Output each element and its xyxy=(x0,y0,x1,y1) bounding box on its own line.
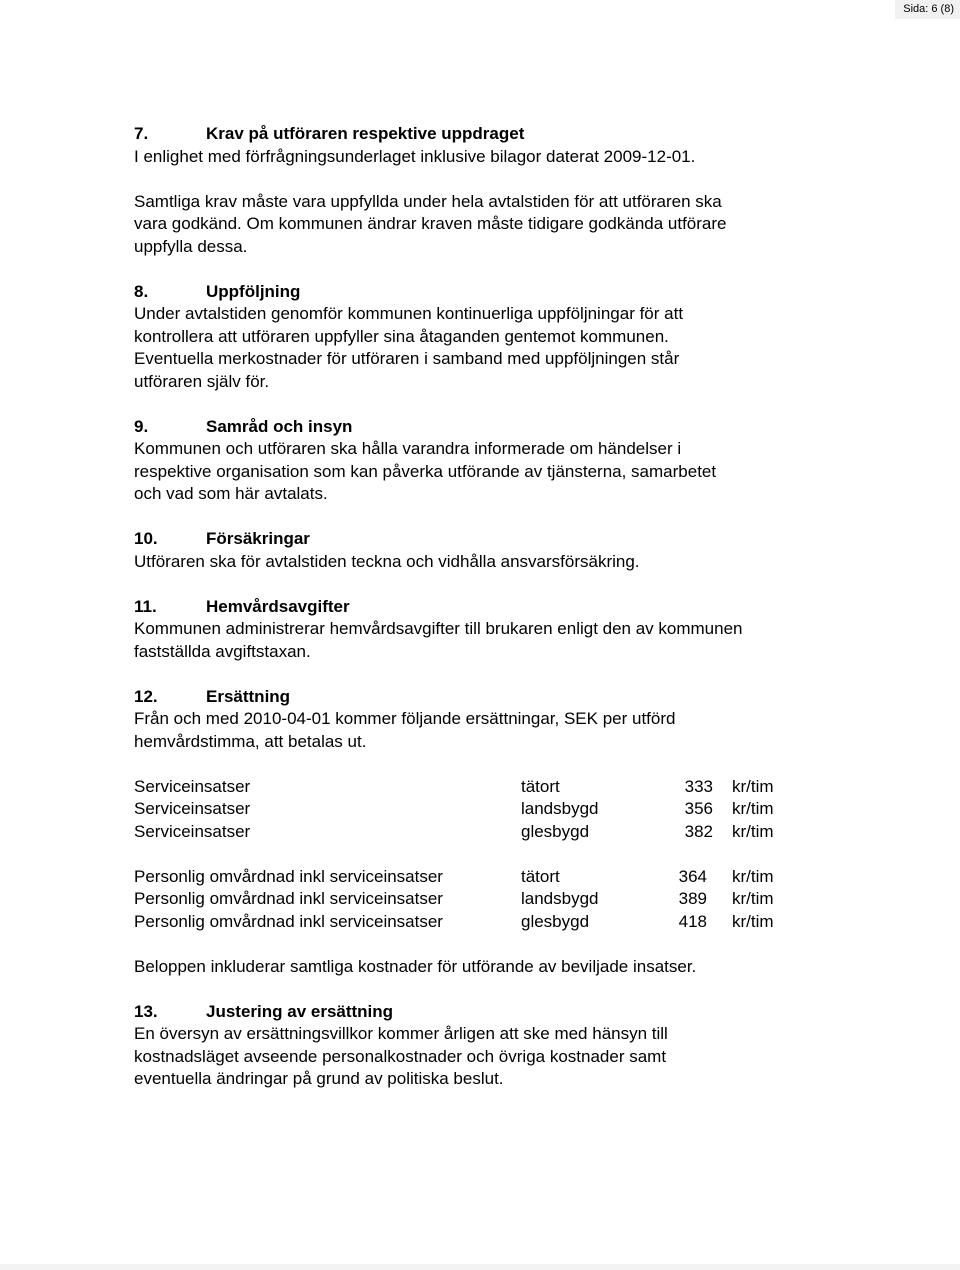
rates-table xyxy=(134,776,824,934)
section-heading xyxy=(134,281,824,304)
price-cell: 333 xyxy=(684,776,713,796)
section-number: 13. xyxy=(134,1001,158,1021)
section-heading xyxy=(134,1001,824,1024)
section-text-line: och vad som här avtalats. xyxy=(134,484,328,503)
section-title: Försäkringar xyxy=(206,529,310,548)
section-heading xyxy=(134,528,824,551)
section-heading xyxy=(134,596,824,619)
area-cell: landsbygd xyxy=(521,889,599,908)
unit-cell: kr/tim xyxy=(732,866,774,886)
section-text-line: Från och med 2010-04-01 kommer följande ersättningar, SEK per utförd xyxy=(134,709,676,728)
service-cell: Personlig omvårdnad inkl serviceinsatser xyxy=(134,911,443,931)
service-cell: Serviceinsatser xyxy=(134,821,251,841)
section-text-line: I enlighet med förfrågningsunderlaget inklusive bilagor daterat 2009-12-01. xyxy=(134,146,696,166)
page-number-label: Sida: 6 (8) xyxy=(895,0,960,19)
section-title: Krav på utföraren respektive uppdraget xyxy=(206,124,525,143)
section-number: 8. xyxy=(134,281,149,301)
section-heading xyxy=(134,416,824,439)
area-cell: landsbygd xyxy=(521,799,599,818)
section-9 xyxy=(134,416,824,506)
section-13 xyxy=(134,1001,824,1091)
section-number: 12. xyxy=(134,686,158,706)
section-text-line: fastställda avgiftstaxan. xyxy=(134,641,311,661)
section-12 xyxy=(134,686,824,754)
section-11 xyxy=(134,596,824,664)
unit-cell: kr/tim xyxy=(732,799,774,818)
unit-cell: kr/tim xyxy=(732,776,774,796)
section-number: 10. xyxy=(134,529,158,548)
area-cell: tätort xyxy=(521,776,560,796)
table-row xyxy=(134,776,824,799)
section-heading xyxy=(134,123,824,146)
table-row xyxy=(134,911,824,934)
section-text-line: Utföraren ska för avtalstiden teckna och vidhålla ansvarsförsäkring. xyxy=(134,551,640,571)
unit-cell: kr/tim xyxy=(732,889,774,908)
price-cell: 364 xyxy=(678,866,707,886)
section-7 xyxy=(134,123,824,258)
service-cell: Personlig omvårdnad inkl serviceinsatser xyxy=(134,889,443,908)
section-number: 9. xyxy=(134,416,149,436)
section-number: 7. xyxy=(134,124,149,143)
section-title: Samråd och insyn xyxy=(206,416,353,436)
price-cell: 356 xyxy=(684,799,713,818)
section-text-line: vara godkänd. Om kommunen ändrar kraven måste tidigare godkända utförare xyxy=(134,214,727,233)
unit-cell: kr/tim xyxy=(732,821,774,841)
section-text-line: kontrollera att utföraren uppfyller sina åtaganden gentemot kommunen. xyxy=(134,326,669,346)
service-cell: Personlig omvårdnad inkl serviceinsatser xyxy=(134,866,443,886)
section-text-line: respektive organisation som kan påverka utförande av tjänsterna, samarbetet xyxy=(134,461,717,481)
table-row xyxy=(134,821,824,844)
price-cell: 389 xyxy=(678,889,707,908)
section-text-line: En översyn av ersättningsvillkor kommer årligen att ske med hänsyn till xyxy=(134,1024,668,1043)
section-heading xyxy=(134,686,824,709)
area-cell: glesbygd xyxy=(521,911,590,931)
section-title: Ersättning xyxy=(206,686,291,706)
section-text-line: Samtliga krav måste vara uppfyllda under hela avtalstiden för att utföraren ska xyxy=(134,191,722,211)
section-text-line: uppfylla dessa. xyxy=(134,236,248,256)
section-text-line: Kommunen administrerar hemvårdsavgifter till brukaren enligt den av kommunen xyxy=(134,619,743,638)
section-title: Uppföljning xyxy=(206,281,301,301)
unit-cell: kr/tim xyxy=(732,911,774,931)
price-cell: 382 xyxy=(684,821,713,841)
section-text-line: Kommunen och utföraren ska hålla varandra informerade om händelser i xyxy=(134,439,682,458)
service-cell: Serviceinsatser xyxy=(134,776,251,796)
section-text-line: hemvårdstimma, att betalas ut. xyxy=(134,731,367,751)
section-number: 11. xyxy=(134,596,157,616)
section-10 xyxy=(134,528,824,573)
table-row xyxy=(134,798,824,821)
service-cell: Serviceinsatser xyxy=(134,799,251,818)
table-row xyxy=(134,866,824,889)
page-bottom-band xyxy=(0,1264,960,1270)
section-text-line: Eventuella merkostnader för utföraren i samband med uppföljningen står xyxy=(134,349,680,368)
section-text-line: Under avtalstiden genomför kommunen kontinuerliga uppföljningar för att xyxy=(134,304,684,323)
rates-note: Beloppen inkluderar samtliga kostnader för utförande av beviljade insatser. xyxy=(134,956,697,976)
section-text-line: kostnadsläget avseende personalkostnader och övriga kostnader samt xyxy=(134,1046,667,1066)
section-8 xyxy=(134,281,824,394)
table-row xyxy=(134,888,824,911)
section-text-line: utföraren själv för. xyxy=(134,371,270,391)
document-body xyxy=(134,123,824,1091)
section-title: Hemvårdsavgifter xyxy=(206,596,350,616)
section-title: Justering av ersättning xyxy=(206,1001,394,1021)
area-cell: glesbygd xyxy=(521,821,590,841)
price-cell: 418 xyxy=(678,911,707,931)
section-text-line: eventuella ändringar på grund av politiska beslut. xyxy=(134,1069,504,1088)
area-cell: tätort xyxy=(521,866,560,886)
